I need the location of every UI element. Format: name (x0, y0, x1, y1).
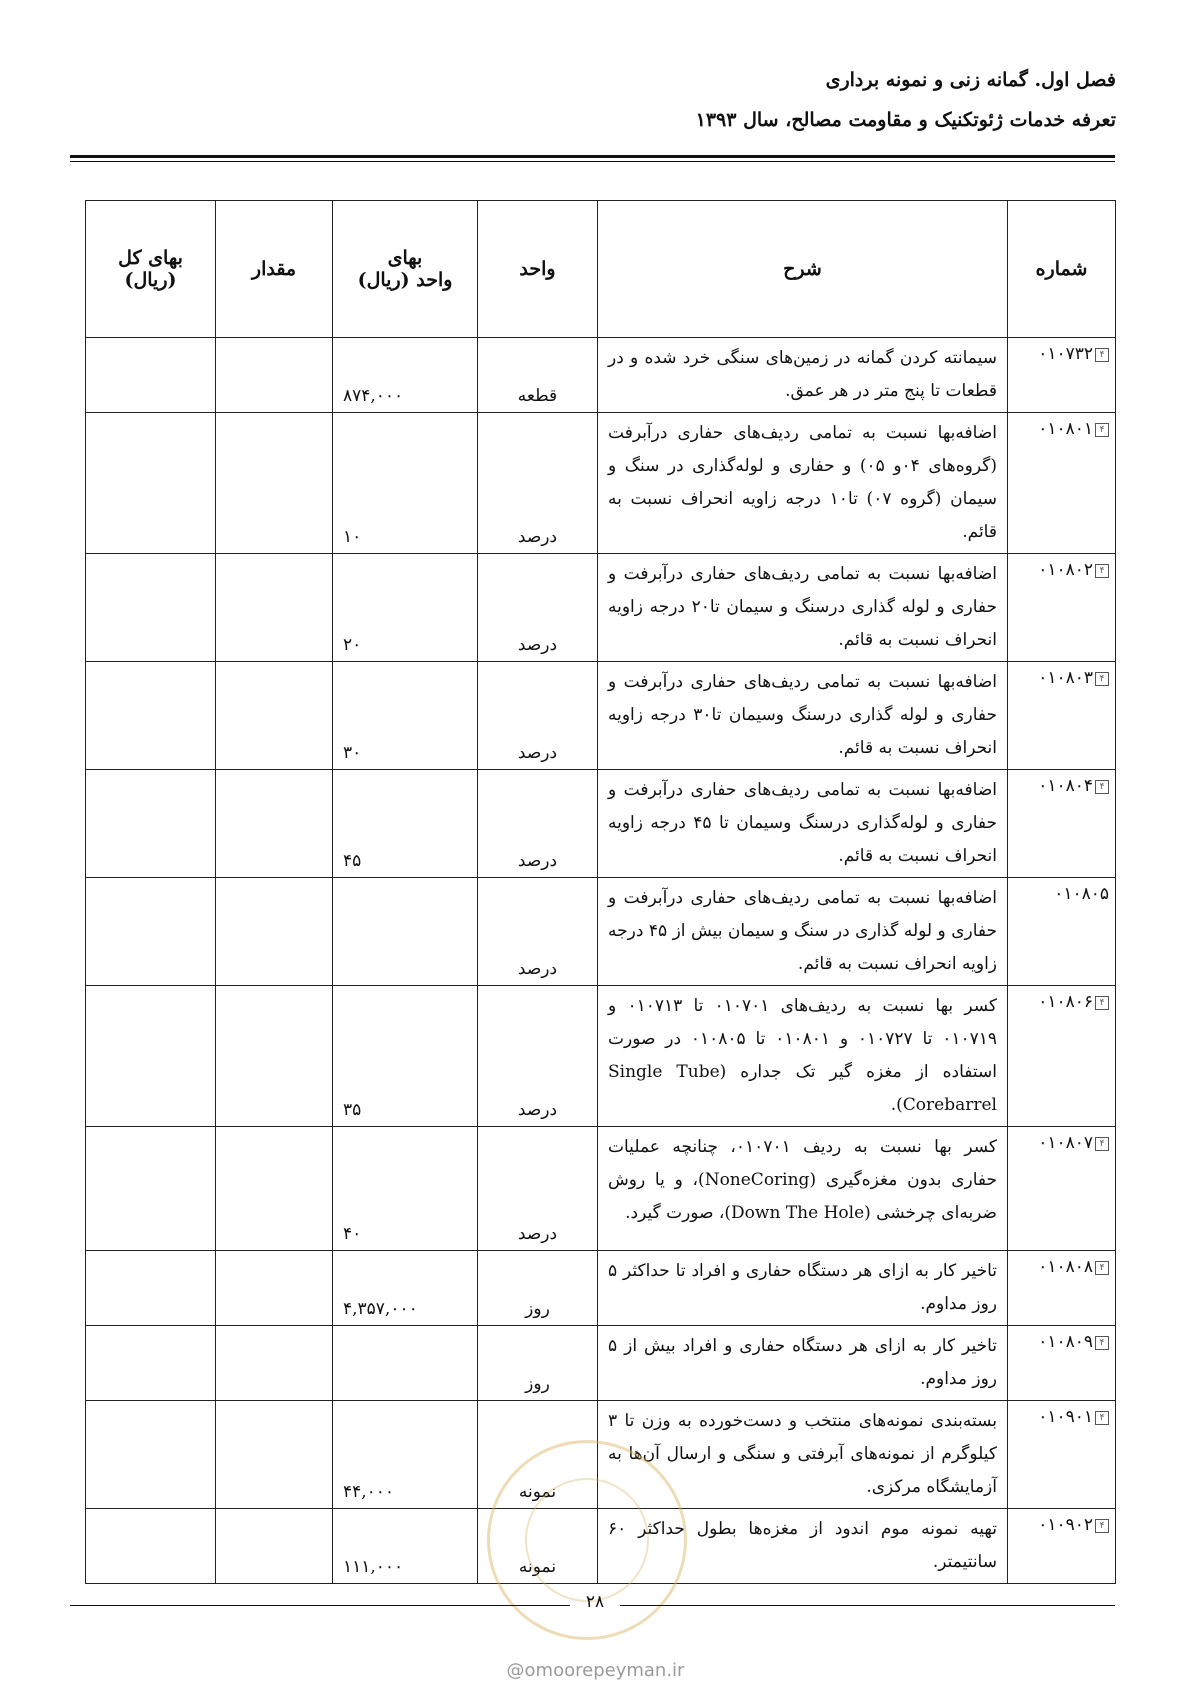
row-number: ۰۱۰۸۰۹ (1038, 1332, 1093, 1352)
row-quantity (216, 1401, 333, 1509)
row-unit-price: ۸۷۴,۰۰۰ (333, 338, 478, 413)
row-unit: درصد (478, 413, 598, 554)
row-unit-price: ۴۰ (333, 1127, 478, 1251)
row-unit: روز (478, 1326, 598, 1401)
row-quantity (216, 1509, 333, 1584)
row-description: اضافه‌بها نسبت به تمامی ردیف‌های حفاری درآبرفت (گروه‌های ۰۴و ۰۵) و حفاری و لوله‌گذاری در سنگ و سیمان (گروه ۰۷) تا۱۰ درجه زاویه انحراف نسبت به قائم. (598, 413, 1008, 554)
row-total (86, 1326, 216, 1401)
table-row (86, 554, 1116, 662)
row-number: ۰۱۰۸۰۴ (1038, 776, 1093, 796)
row-number: ۰۱۰۹۰۱ (1038, 1407, 1093, 1427)
header-number: شماره (1008, 201, 1116, 338)
row-description: اضافه‌بها نسبت به تمامی ردیف‌های حفاری درآبرفت و حفاری و لوله گذاری درسنگ و سیمان تا۲۰ درجه زاویه انحراف نسبت به قائم. (598, 554, 1008, 662)
row-description: تهیه نمونه موم اندود از مغزه‌ها بطول حداکثر ۶۰ سانتیمتر. (598, 1509, 1008, 1584)
row-unit: درصد (478, 770, 598, 878)
table-row (86, 413, 1116, 554)
row-unit-price: ۲۰ (333, 554, 478, 662)
page-number: ۲۸ (585, 1592, 605, 1612)
row-quantity (216, 1326, 333, 1401)
row-number: ۰۱۰۹۰۲ (1038, 1515, 1093, 1535)
row-description: کسر بها نسبت به ردیف‌های ۰۱۰۷۰۱ تا ۰۱۰۷۱۳ و ۰۱۰۷۱۹ تا ۰۱۰۷۲۷ و ۰۱۰۸۰۱ تا ۰۱۰۸۰۵ در صورت استفاده از مغزه گیر تک جداره (Single Tube Corebarrel). (598, 986, 1008, 1127)
row-number-cell (1008, 986, 1116, 1127)
row-unit-price: ۱۰ (333, 413, 478, 554)
row-description: تاخیر کار به ازای هر دستگاه حفاری و افراد بیش از ۵ روز مداوم. (598, 1326, 1008, 1401)
row-unit: درصد (478, 554, 598, 662)
row-description: تاخیر کار به ازای هر دستگاه حفاری و افراد تا حداکثر ۵ روز مداوم. (598, 1251, 1008, 1326)
table-header-row (86, 201, 1116, 338)
row-unit: درصد (478, 1127, 598, 1251)
header-unit-price (333, 201, 478, 338)
row-total (86, 986, 216, 1127)
row-quantity (216, 413, 333, 554)
table-row (86, 338, 1116, 413)
site-watermark: @omoorepeyman.ir (506, 1660, 685, 1681)
header-total-line2: (ریال) (124, 269, 177, 291)
header-total (86, 201, 216, 338)
row-number-cell (1008, 1401, 1116, 1509)
row-number-cell (1008, 554, 1116, 662)
row-number: ۰۱۰۸۰۷ (1038, 1133, 1093, 1153)
row-description: سیمانته کردن گمانه در زمین‌های سنگی خرد شده و در قطعات تا پنج متر در هر عمق. (598, 338, 1008, 413)
header-description: شرح (598, 201, 1008, 338)
document-title: تعرفه خدمات ژئوتکنیک و مقاومت مصالح، سال ۱۳۹۳ (695, 109, 1116, 131)
row-number-cell (1008, 1251, 1116, 1326)
marker-box-icon: ۴ (1095, 564, 1109, 578)
footer-rule-left (70, 1605, 570, 1606)
row-unit-price: ۳۵ (333, 986, 478, 1127)
header-quantity: مقدار (216, 201, 333, 338)
marker-box-icon: ۴ (1095, 996, 1109, 1010)
row-unit: نمونه (478, 1509, 598, 1584)
tariff-table (85, 200, 1116, 1584)
row-unit: قطعه (478, 338, 598, 413)
footer-rule-right (620, 1605, 1115, 1606)
row-description: کسر بها نسبت به ردیف ۰۱۰۷۰۱، چنانچه عملیات حفاری بدون مغزه‌گیری (NoneCoring)، و یا روش ضربه‌ای چرخشی (Down The Hole)، صورت گیرد. (598, 1127, 1008, 1251)
row-quantity (216, 986, 333, 1127)
row-total (86, 662, 216, 770)
table-row (86, 1127, 1116, 1251)
marker-box-icon: ۴ (1095, 348, 1109, 362)
table-row (86, 878, 1116, 986)
row-unit-price (333, 878, 478, 986)
header-rule-thin (70, 161, 1115, 162)
table-row (86, 986, 1116, 1127)
marker-box-icon: ۴ (1095, 672, 1109, 686)
row-unit: نمونه (478, 1401, 598, 1509)
row-number-cell (1008, 1326, 1116, 1401)
row-total (86, 1401, 216, 1509)
marker-box-icon: ۴ (1095, 780, 1109, 794)
row-unit-price: ۴,۳۵۷,۰۰۰ (333, 1251, 478, 1326)
row-total (86, 413, 216, 554)
row-quantity (216, 770, 333, 878)
row-number: ۰۱۰۸۰۵ (1054, 884, 1109, 904)
row-number-cell (1008, 338, 1116, 413)
row-number: ۰۱۰۸۰۲ (1038, 560, 1093, 580)
row-quantity (216, 662, 333, 770)
row-quantity (216, 1251, 333, 1326)
page-header (696, 60, 1116, 140)
row-description: اضافه‌بها نسبت به تمامی ردیف‌های حفاری درآبرفت و حفاری و لوله گذاری در سنگ و سیمان بیش از ۴۵ درجه زاویه انحراف نسبت به قائم. (598, 878, 1008, 986)
table-row (86, 662, 1116, 770)
marker-box-icon: ۴ (1095, 1336, 1109, 1350)
seal-stamp-inner (525, 1478, 649, 1602)
row-number-cell (1008, 770, 1116, 878)
row-number-cell (1008, 878, 1116, 986)
marker-box-icon: ۴ (1095, 423, 1109, 437)
row-number-cell (1008, 662, 1116, 770)
table-row (86, 1326, 1116, 1401)
row-number-cell (1008, 1509, 1116, 1584)
row-unit-price (333, 1326, 478, 1401)
row-unit-price: ۳۰ (333, 662, 478, 770)
marker-box-icon: ۴ (1095, 1519, 1109, 1533)
row-unit: درصد (478, 878, 598, 986)
row-number-cell (1008, 413, 1116, 554)
marker-box-icon: ۴ (1095, 1411, 1109, 1425)
row-number: ۰۱۰۸۰۳ (1038, 668, 1093, 688)
row-number-cell (1008, 1127, 1116, 1251)
row-total (86, 1127, 216, 1251)
row-unit-price: ۴۴,۰۰۰ (333, 1401, 478, 1509)
row-quantity (216, 1127, 333, 1251)
row-description: اضافه‌بها نسبت به تمامی ردیف‌های حفاری درآبرفت و حفاری و لوله‌گذاری درسنگ وسیمان تا ۴۵ درجه زاویه انحراف نسبت به قائم. (598, 770, 1008, 878)
row-quantity (216, 338, 333, 413)
row-unit-price: ۱۱۱,۰۰۰ (333, 1509, 478, 1584)
row-number: ۰۱۰۸۰۸ (1038, 1257, 1093, 1277)
row-unit: روز (478, 1251, 598, 1326)
row-unit: درصد (478, 662, 598, 770)
tariff-table-container (85, 200, 1115, 1584)
marker-box-icon: ۴ (1095, 1137, 1109, 1151)
row-unit-price: ۴۵ (333, 770, 478, 878)
row-unit: درصد (478, 986, 598, 1127)
row-total (86, 770, 216, 878)
row-total (86, 554, 216, 662)
header-unit-price-line1: بهای (387, 247, 423, 269)
row-description: اضافه‌بها نسبت به تمامی ردیف‌های حفاری درآبرفت و حفاری و لوله گذاری درسنگ وسیمان تا۳۰ درجه زاویه انحراف نسبت به قائم. (598, 662, 1008, 770)
row-number: ۰۱۰۷۳۲ (1038, 344, 1093, 364)
row-total (86, 878, 216, 986)
header-unit: واحد (478, 201, 598, 338)
row-total (86, 338, 216, 413)
row-number: ۰۱۰۸۰۱ (1038, 419, 1093, 439)
row-quantity (216, 554, 333, 662)
row-quantity (216, 878, 333, 986)
table-row (86, 1251, 1116, 1326)
row-number: ۰۱۰۸۰۶ (1038, 992, 1093, 1012)
header-rule-thick (70, 155, 1115, 158)
marker-box-icon: ۴ (1095, 1261, 1109, 1275)
row-total (86, 1251, 216, 1326)
row-description: بسته‌بندی نمونه‌های منتخب و دست‌خورده به وزن تا ۳ کیلوگرم از نمونه‌های آبرفتی و سنگی و ارسال آن‌ها به آزمایشگاه مرکزی. (598, 1401, 1008, 1509)
header-total-line1: بهای کل (118, 247, 183, 269)
header-unit-price-line2: واحد (ریال) (357, 269, 453, 291)
chapter-title: فصل اول. گمانه زنی و نمونه برداری (825, 69, 1116, 91)
table-body (86, 338, 1116, 1584)
row-total (86, 1509, 216, 1584)
table-row (86, 770, 1116, 878)
